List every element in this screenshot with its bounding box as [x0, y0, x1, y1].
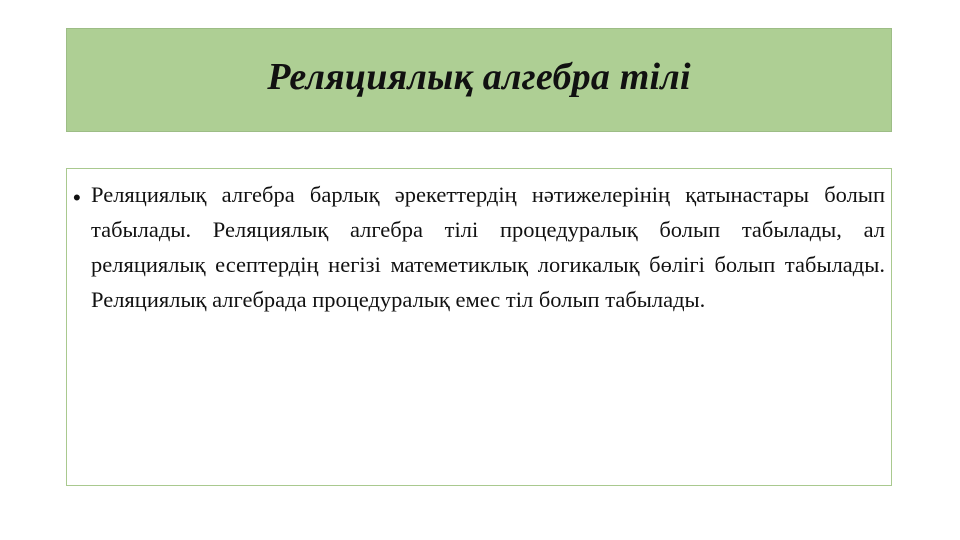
- slide-content-box: [66, 168, 892, 486]
- bullet-marker: •: [73, 185, 81, 210]
- slide-title-banner: [66, 28, 892, 132]
- bullet-text: Реляциялық алгебра барлық әрекеттердің нәтижелерінің қатынастары болып табылады. Реляциялық алгебра тілі процедуралық болып табылады, ал реляциялық есептердің негізі матеметиклық логикалық бөлігі болып табылады. Реляциялық алгебрада процедуралық емес тіл болып табылады.: [91, 182, 885, 312]
- slide-title: Реляциялық алгебра тілі: [267, 56, 691, 98]
